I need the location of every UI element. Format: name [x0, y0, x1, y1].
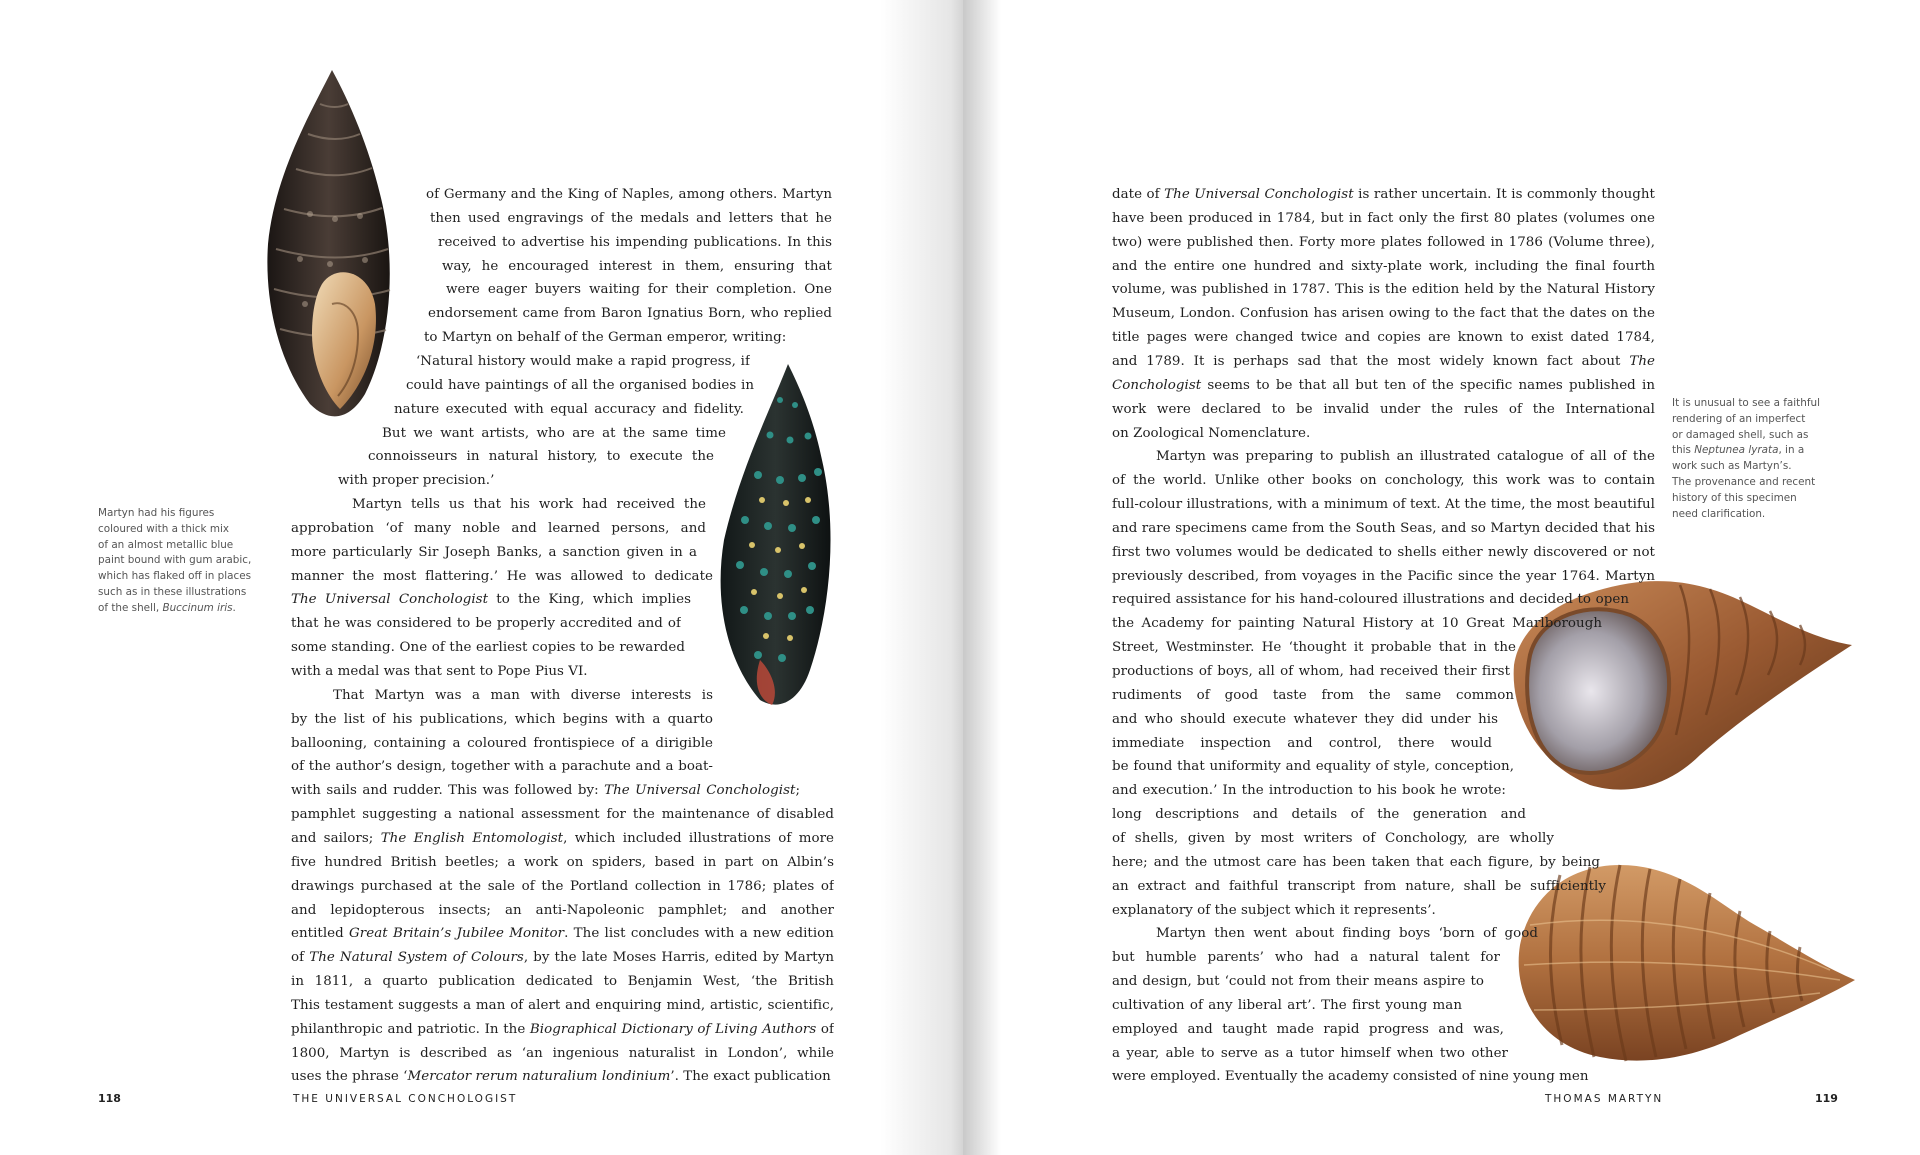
body-text-line: explanatory of the subject which it represents’. [1112, 902, 1436, 918]
body-text-line: and 1789. It is perhaps sad that the most widely known fact about The [1112, 353, 1655, 369]
body-text-line: with sails and rudder. This was followed by: The Universal Conchologist; [291, 783, 800, 799]
running-head-left: THE UNIVERSAL CONCHOLOGIST [293, 1093, 518, 1105]
body-text-line: But we want artists, who are at the same time [382, 425, 726, 441]
body-text-line: have been produced in 1784, but in fact only the first 80 plates (volumes one [1112, 210, 1655, 226]
body-text-line: Conchologist seems to be that all but ten of the specific names published in [1112, 377, 1655, 393]
caption-line: rendering of an imperfect [1672, 412, 1806, 425]
body-text-line: that he was considered to be properly accredited and of [291, 616, 681, 632]
caption-line: which has flaked off in places [98, 570, 252, 583]
body-text-line: connoisseurs in natural history, to execute the [368, 449, 714, 465]
caption-right [1672, 396, 1820, 522]
body-text-line: of Germany and the King of Naples, among others. Martyn [426, 187, 832, 202]
body-text-line: date of The Universal Conchologist is rather uncertain. It is commonly thought [1112, 187, 1655, 202]
caption-line: or damaged shell, such as [1672, 428, 1809, 441]
body-text-line: and who should execute whatever they did under his [1112, 711, 1498, 727]
body-text-line: philanthropic and patriotic. In the Biographical Dictionary of Living Authors of [291, 1021, 834, 1037]
body-text-line: and the entire one hundred and sixty-plate work, including the final fourth [1112, 258, 1655, 274]
body-text-line: previously described, from voyages in the Pacific since the year 1764. Martyn [1112, 568, 1655, 584]
body-text-line: endorsement came from Baron Ignatius Born, who replied [428, 306, 832, 322]
body-text-line: manner the most flattering.’ He was allowed to dedicate [291, 568, 713, 584]
body-text-line: Martyn tells us that his work had received the [352, 497, 706, 513]
body-text-line: The Universal Conchologist to the King, which implies [291, 592, 691, 608]
body-text-line: Martyn then went about finding boys ‘born of good [1156, 926, 1538, 942]
running-head-right: THOMAS MARTYN [1545, 1093, 1664, 1105]
body-text-line: five hundred British beetles; a work on spiders, based in part on Albin’s [291, 854, 834, 870]
body-text-line: an extract and faithful transcript from nature, shall be sufficiently [1112, 878, 1606, 894]
body-text-line: on Zoological Nomenclature. [1112, 425, 1311, 441]
caption-line: work such as Martyn’s. [1672, 460, 1792, 473]
body-text-line: more particularly Sir Joseph Banks, a sanction given in a [291, 544, 697, 560]
page-number-left: 118 [98, 1092, 121, 1105]
body-text-line: immediate inspection and control, there would [1112, 735, 1492, 751]
body-text-line: nature executed with equal accuracy and fidelity. [394, 401, 744, 417]
caption-line: of an almost metallic blue [98, 538, 234, 551]
body-text-line: of the author’s design, together with a parachute and a boat- [291, 759, 713, 775]
caption-line: need clarification. [1672, 507, 1766, 520]
body-text-line: be found that uniformity and equality of style, conception, [1112, 759, 1514, 775]
caption-line: Martyn had his figures [98, 507, 215, 519]
gutter-shadow-right [963, 0, 1001, 1155]
body-text-line: entitled Great Britain’s Jubilee Monitor. The list concludes with a new edition [291, 926, 834, 942]
body-text-line: That Martyn was a man with diverse interests is [333, 687, 713, 703]
body-text-line: here; and the utmost care has been taken that each figure, by being [1112, 854, 1600, 870]
body-text-line: volume, was published in 1787. This is the edition held by the Natural History [1112, 282, 1655, 298]
body-text-line: Museum, London. Confusion has arisen owing to the fact that the dates on the [1112, 306, 1655, 322]
body-text-line: two) were published then. Forty more plates followed in 1786 (Volume three), [1112, 234, 1655, 250]
body-text-line: were employed. Eventually the academy consisted of nine young men [1112, 1069, 1589, 1085]
body-text-line: and execution.’ In the introduction to his book he wrote: [1112, 783, 1506, 799]
body-text-line: title pages were changed twice and copies are known to exist dated 1784, [1112, 330, 1655, 346]
caption-line: coloured with a thick mix [98, 522, 229, 535]
body-text-line: with proper precision.’ [338, 473, 495, 489]
body-text-line: pamphlet suggesting a national assessment for the maintenance of disabled [291, 807, 834, 823]
body-text-line: received to advertise his impending publications. In this [438, 234, 832, 250]
body-text-line: and sailors; The English Entomologist, which included illustrations of more [291, 830, 834, 846]
caption-line: It is unusual to see a faithful [1672, 397, 1820, 409]
body-text-line: could have paintings of all the organised bodies in [406, 377, 754, 393]
caption-line: such as in these illustrations [98, 585, 247, 598]
body-text-line: some standing. One of the earliest copies to be rewarded [291, 640, 685, 656]
body-text-line: were eager buyers waiting for their completion. One [446, 282, 832, 298]
body-text-line: first two volumes would be dedicated to shells either newly discovered or not [1112, 544, 1655, 560]
body-text-line: long descriptions and details of the generation and [1112, 807, 1526, 823]
body-text-line: ‘Natural history would make a rapid progress, if [416, 353, 750, 369]
body-text-line: ballooning, containing a coloured frontispiece of a dirigible [291, 735, 713, 751]
body-text-line: rudiments of good taste from the same common [1112, 687, 1514, 703]
body-text-line: and rare specimens came from the South Seas, and so Martyn decided that his [1112, 520, 1655, 536]
body-text-line: work were declared to be invalid under the rules of the International [1112, 401, 1655, 417]
body-text-line: by the list of his publications, which begins with a quarto [291, 711, 713, 727]
body-text-line: 1800, Martyn is described as ‘an ingenious naturalist in London’, while [291, 1045, 834, 1061]
body-text-line: but humble parents’ who had a natural talent for [1112, 950, 1500, 966]
body-text-line: uses the phrase ‘Mercator rerum naturalium londinium’. The exact publication [291, 1069, 831, 1085]
body-text-line: and lepidopterous insects; an anti-Napoleonic pamphlet; and another [291, 902, 834, 918]
body-text-line: Street, Westminster. He ‘thought it probable that in the [1112, 640, 1516, 656]
caption-line: paint bound with gum arabic, [98, 554, 252, 567]
body-text-line: in 1811, a quarto publication dedicated to Benjamin West, ‘the British [291, 974, 834, 990]
body-text-line: cultivation of any liberal art’. The first young man [1112, 997, 1462, 1013]
body-text-line: This testament suggests a man of alert and enquiring mind, artistic, scientific, [291, 997, 834, 1013]
caption-line: The provenance and recent [1672, 475, 1816, 488]
body-text-line: drawings purchased at the sale of the Portland collection in 1786; plates of [291, 878, 834, 894]
body-text-line: employed and taught made rapid progress and was, [1112, 1021, 1504, 1037]
body-text-line: way, he encouraged interest in them, ensuring that [442, 258, 832, 274]
body-text-line: a year, able to serve as a tutor himself when two other [1112, 1045, 1508, 1061]
caption-line: this Neptunea lyrata, in a [1672, 444, 1805, 457]
body-text-line: of The Natural System of Colours, by the late Moses Harris, edited by Martyn [291, 950, 834, 966]
body-text-line: approbation ‘of many noble and learned persons, and [291, 520, 706, 536]
body-text-line: full-colour illustrations, with a minimum of text. At the time, the most beautiful [1112, 497, 1655, 513]
body-text-line: of shells, given by most writers of Conchology, are wholly [1112, 830, 1554, 846]
buccinum-iris-shell-dark [240, 64, 420, 424]
caption-left [98, 506, 251, 617]
page-number-right: 119 [1815, 1092, 1838, 1105]
body-text-line: with a medal was that sent to Pope Pius VI. [291, 664, 588, 679]
body-text-line: and design, but ‘could not from their means aspire to [1112, 974, 1484, 990]
caption-line: history of this specimen [1672, 491, 1797, 504]
body-text-line: productions of boys, all of whom, had received their first [1112, 664, 1510, 679]
body-text-line: required assistance for his hand-coloured illustrations and decided to open [1112, 592, 1629, 608]
body-text-line: to Martyn on behalf of the German emperor, writing: [424, 330, 787, 346]
body-text-line: then used engravings of the medals and letters that he [430, 210, 832, 226]
body-text-line: of the world. Unlike other books on conchology, this work was to contain [1112, 473, 1655, 489]
body-text-line: the Academy for painting Natural History at 10 Great Marlborough [1112, 616, 1602, 632]
gutter-shadow-left [880, 0, 963, 1155]
caption-line: of the shell, Buccinum iris. [98, 601, 236, 614]
body-text-line: Martyn was preparing to publish an illustrated catalogue of all of the [1156, 449, 1655, 465]
